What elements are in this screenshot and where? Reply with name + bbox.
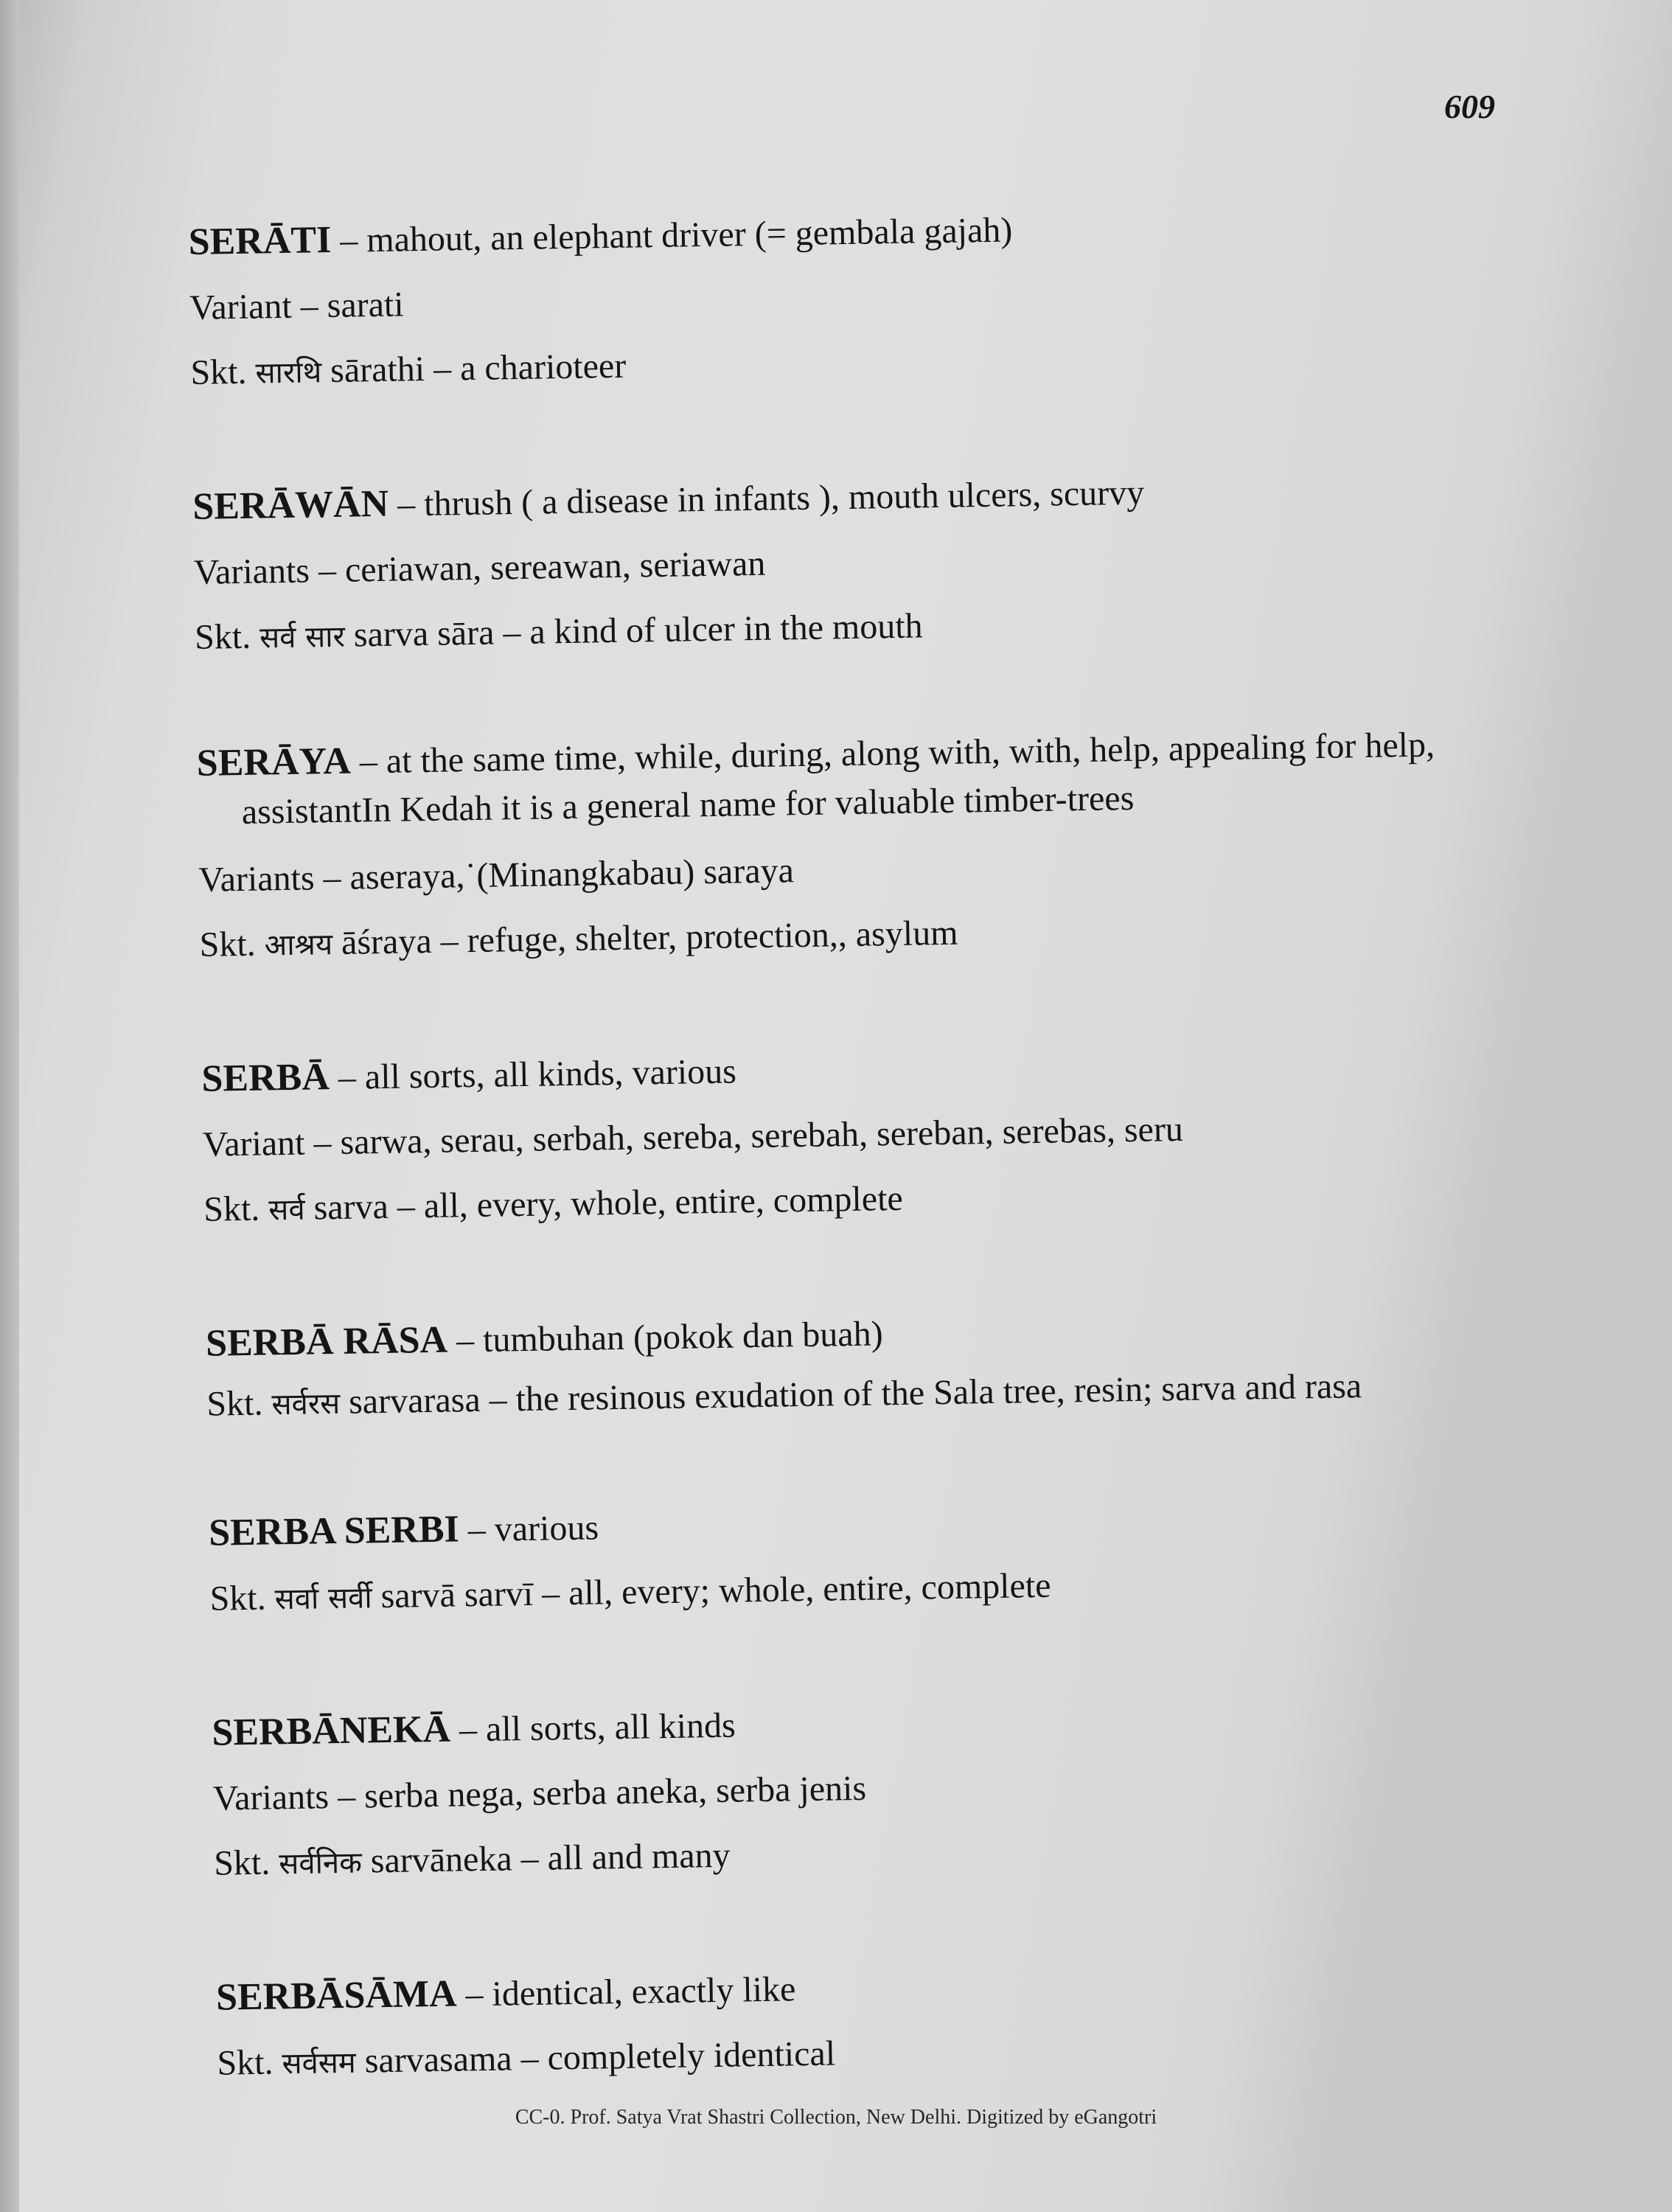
entry-definition: – identical, exactly like (456, 1969, 796, 2014)
page-number: 609 (1444, 88, 1495, 125)
dictionary-entry (196, 719, 1527, 979)
sanskrit-devanagari: सर्व सार (259, 619, 346, 655)
entry-definition: – all sorts, all kinds, various (329, 1051, 737, 1098)
variants-label: Variants – (198, 858, 350, 900)
dictionary-entry (201, 1026, 1531, 1244)
variants-label: Variants – (212, 1776, 365, 1818)
sanskrit-devanagari: सर्वा सर्वी (274, 1581, 372, 1617)
variants-label: Variants – (193, 550, 346, 592)
variants-label: Variant – (202, 1122, 341, 1164)
digitization-footer: CC-0. Prof. Satya Vrat Shastri Collection, New Delhi. Digitized by eGangotri (515, 2106, 1157, 2129)
sanskrit-label: Skt. (194, 616, 260, 657)
sanskrit-gloss: sarva – all, every, whole, entire, complete (304, 1178, 904, 1228)
variants-text: aseraya,˙(Minangkabau) saraya (349, 851, 795, 897)
entry-definition: – all sorts, all kinds (450, 1705, 736, 1750)
entry-definition: – at the same time, while, during, along with, with, help, appealing for help, assistantIn Kedah it is a general name for valuable timber-trees (241, 725, 1435, 832)
dictionary-entries (188, 189, 1545, 2166)
entry-headline (196, 719, 1525, 838)
entry-headword: SERĀYA (196, 740, 352, 785)
variants-text: sarati (327, 285, 405, 326)
sanskrit-devanagari: आश्रय (264, 928, 333, 963)
sanskrit-devanagari: सारथि (255, 355, 322, 391)
entry-headword: SERBA SERBI (208, 1508, 460, 1554)
dictionary-entry (188, 189, 1518, 407)
sanskrit-gloss: sarvā sarvī – all, every; whole, entire, complete (372, 1565, 1051, 1616)
dictionary-entry (192, 454, 1522, 672)
sanskrit-devanagari: सर्वनिक (278, 1846, 363, 1882)
sanskrit-devanagari: सर्वसम (282, 2045, 357, 2081)
entry-headword: SERĀWĀN (192, 482, 389, 528)
sanskrit-label: Skt. (206, 1383, 272, 1424)
sanskrit-devanagari: सर्वरस (271, 1386, 341, 1422)
entry-definition: – various (459, 1508, 599, 1550)
sanskrit-gloss: sarvāneka – all and many (361, 1835, 731, 1881)
sanskrit-gloss: sarvarasa – the resinous exudation of the Sala tree, resin; sarva and rasa (339, 1366, 1362, 1422)
sanskrit-label: Skt. (199, 924, 265, 964)
dictionary-entry (212, 1680, 1542, 1897)
entry-headword: SERBĀNEKĀ (211, 1708, 451, 1754)
entry-definition: – thrush ( a disease in infants ), mouth ulcers, scurvy (388, 473, 1145, 524)
sanskrit-devanagari: सर्व (268, 1192, 305, 1228)
sanskrit-label: Skt. (190, 352, 256, 392)
entry-headword: SERBĀ (201, 1056, 330, 1100)
variants-text: sarwa, serau, serbah, sereba, serebah, sereban, serebas, seru (340, 1109, 1184, 1162)
sanskrit-gloss: sārathi – a charioteer (321, 346, 627, 391)
entry-definition: – mahout, an elephant driver (= gembala gajah) (330, 210, 1013, 260)
variants-text: serba nega, serba aneka, serba jenis (363, 1768, 867, 1816)
dictionary-entry (209, 1481, 1538, 1633)
dictionary-entry (215, 1944, 1544, 2097)
entry-headword: SERBĀ RĀSA (205, 1318, 448, 1365)
page-edge-shadow (0, 0, 19, 2212)
sanskrit-label: Skt. (209, 1578, 276, 1618)
dictionary-entry (205, 1291, 1533, 1433)
sanskrit-label: Skt. (217, 2042, 282, 2083)
sanskrit-gloss: āśraya – refuge, shelter, protection,, asylum (332, 913, 958, 963)
sanskrit-label: Skt. (213, 1843, 279, 1883)
variants-label: Variant – (189, 286, 328, 327)
entry-definition: – tumbuhan (pokok dan buah) (447, 1314, 884, 1360)
entry-headword: SERĀTI (188, 218, 332, 263)
sanskrit-gloss: sarvasama – completely identical (355, 2034, 836, 2081)
sanskrit-label: Skt. (203, 1189, 269, 1229)
variants-text: ceriawan, sereawan, seriawan (344, 543, 766, 590)
entry-headword: SERBĀSĀMA (215, 1972, 457, 2019)
sanskrit-gloss: sarva sāra – a kind of ulcer in the mouth (344, 606, 923, 655)
